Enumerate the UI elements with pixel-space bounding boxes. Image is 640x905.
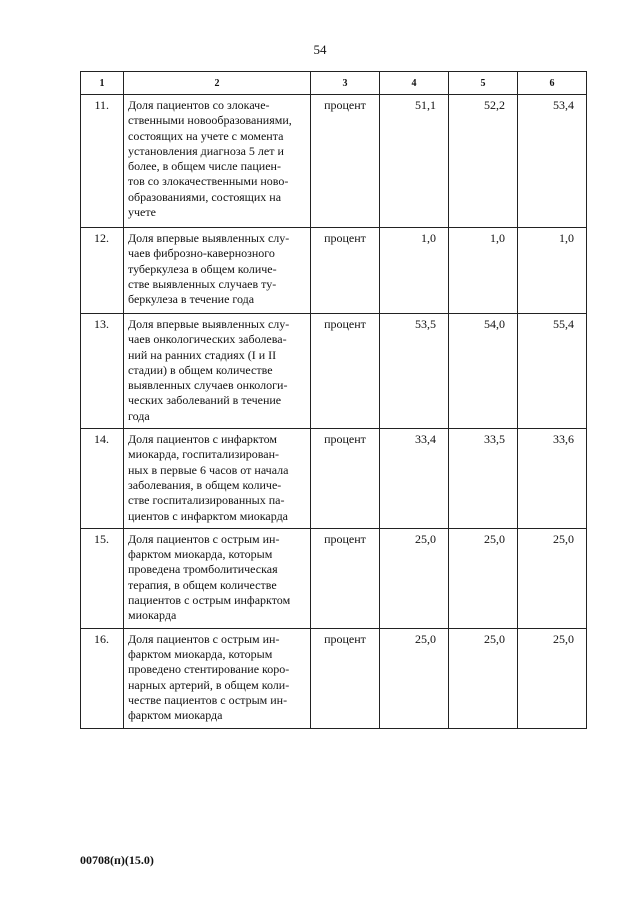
row-number: 14.	[81, 429, 124, 529]
column-header: 2	[124, 72, 311, 95]
indicator-description	[124, 628, 311, 728]
description-line: Доля впервые выявленных слу-	[128, 231, 290, 245]
indicator-description	[124, 429, 311, 529]
row-number: 13.	[81, 314, 124, 429]
description-line: стадии) в общем количестве	[128, 362, 273, 377]
value-cell: 25,0	[518, 628, 587, 728]
row-number: 15.	[81, 528, 124, 628]
column-header: 4	[380, 72, 449, 95]
description-line: фарктом миокарда, которым	[128, 647, 273, 662]
value-cell: 55,4	[518, 314, 587, 429]
description-line: нарных артерий, в общем коли-	[128, 677, 290, 692]
table-row	[81, 429, 587, 529]
value-cell: 51,1	[380, 95, 449, 228]
value-cell: 53,4	[518, 95, 587, 228]
table-header-row	[81, 72, 587, 95]
unit-cell: процент	[311, 95, 380, 228]
value-cell: 33,5	[449, 429, 518, 529]
description-line: состоящих на учете с момента	[128, 128, 284, 143]
unit-cell: процент	[311, 628, 380, 728]
description-line: более, в общем числе пациен-	[128, 159, 281, 174]
row-number: 11.	[81, 95, 124, 228]
description-line: ственными новообразованиями,	[128, 113, 292, 128]
value-cell: 33,4	[380, 429, 449, 529]
page-number: 54	[313, 42, 327, 57]
indicator-description	[124, 314, 311, 429]
description-line: ных в первые 6 часов от начала	[128, 462, 289, 477]
description-line: пациентов с острым инфарктом	[128, 593, 291, 608]
document-code: 00708(п)(15.0)	[80, 853, 154, 867]
value-cell: 25,0	[449, 628, 518, 728]
description-line: миокарда, госпитализирован-	[128, 447, 280, 462]
value-cell: 1,0	[380, 228, 449, 314]
value-cell: 25,0	[518, 528, 587, 628]
value-cell: 1,0	[518, 228, 587, 314]
description-line: честве пациентов с острым ин-	[128, 693, 288, 708]
value-cell: 25,0	[449, 528, 518, 628]
unit-cell: процент	[311, 314, 380, 429]
indicators-table	[80, 71, 587, 729]
unit-cell: процент	[311, 528, 380, 628]
value-cell: 54,0	[449, 314, 518, 429]
row-number: 12.	[81, 228, 124, 314]
column-header: 5	[449, 72, 518, 95]
description-line: ний на ранних стадиях (I и II	[128, 347, 277, 362]
description-line: выявленных случаев онкологи-	[128, 378, 288, 393]
description-line: фарктом миокарда, которым	[128, 547, 273, 562]
value-cell: 33,6	[518, 429, 587, 529]
description-line: тов со злокачественными ново-	[128, 174, 289, 189]
description-line: ческих заболеваний в течение	[128, 393, 282, 408]
value-cell: 52,2	[449, 95, 518, 228]
description-line: учете	[128, 205, 156, 220]
row-number: 16.	[81, 628, 124, 728]
description-line: чаев онкологических заболева-	[128, 332, 287, 347]
description-line: стве выявленных случаев ту-	[128, 276, 277, 291]
description-line: проведено стентирование коро-	[128, 662, 290, 677]
value-cell: 25,0	[380, 528, 449, 628]
table-row	[81, 314, 587, 429]
description-line: года	[128, 408, 150, 423]
description-line: туберкулеза в общем количе-	[128, 261, 277, 276]
description-line: миокарда	[128, 608, 177, 623]
description-line: терапия, в общем количестве	[128, 577, 277, 592]
table-row	[81, 228, 587, 314]
value-cell: 53,5	[380, 314, 449, 429]
indicator-description	[124, 95, 311, 228]
description-line: образованиями, состоящих на	[128, 189, 282, 204]
column-header: 1	[81, 72, 124, 95]
description-line: Доля пациентов с острым ин-	[128, 531, 280, 546]
column-header: 6	[518, 72, 587, 95]
description-line: Доля пациентов с инфарктом	[128, 432, 278, 447]
description-line: циентов с инфарктом миокарда	[128, 508, 289, 523]
unit-cell: процент	[311, 228, 380, 314]
indicator-description	[124, 228, 311, 314]
value-cell: 1,0	[449, 228, 518, 314]
description-line: проведена тромболитическая	[128, 562, 278, 577]
description-line: установления диагноза 5 лет и	[128, 143, 284, 158]
table-row	[81, 95, 587, 228]
description-line: фарктом миокарда	[128, 708, 223, 723]
description-line: Доля пациентов со злокаче-	[128, 98, 270, 112]
table-row	[81, 528, 587, 628]
description-line: чаев фиброзно-кавернозного	[128, 246, 275, 261]
column-header: 3	[311, 72, 380, 95]
description-line: Доля впервые выявленных слу-	[128, 317, 290, 331]
value-cell: 25,0	[380, 628, 449, 728]
table-row	[81, 628, 587, 728]
description-line: заболевания, в общем количе-	[128, 477, 282, 492]
unit-cell: процент	[311, 429, 380, 529]
description-line: стве госпитализированных па-	[128, 493, 285, 508]
description-line: беркулеза в течение года	[128, 292, 255, 307]
indicator-description	[124, 528, 311, 628]
description-line: Доля пациентов с острым ин-	[128, 631, 280, 646]
